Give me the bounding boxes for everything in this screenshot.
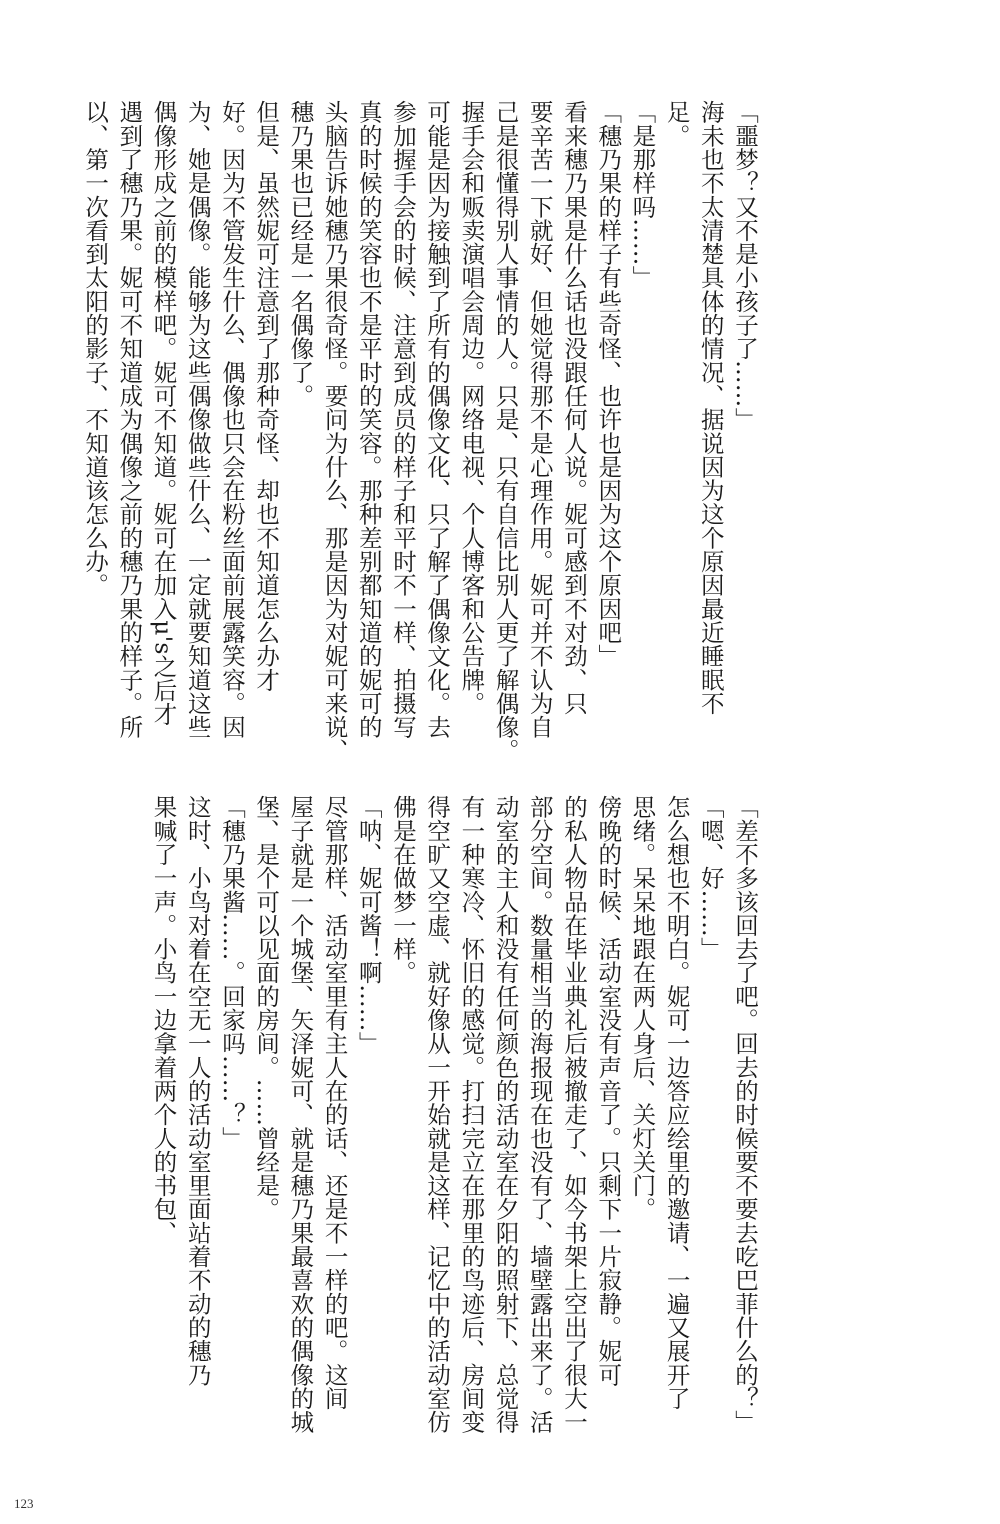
text-column: 可能是因为接触到了所有的偶像文化、只了解了偶像文化。去 — [423, 100, 452, 739]
text-column: 为、她是偶像。能够为这些偶像做些什么、一定就要知道这些 — [183, 100, 212, 739]
text-column: 好。因为不管发生什么、偶像也只会在粉丝面前展露笑容。因 — [217, 100, 246, 739]
bottom-text-block — [149, 795, 762, 1434]
text-column: 但是、虽然妮可注意到了那种奇怪、却也不知道怎么办才 — [252, 100, 281, 692]
text-column: 怎么想也不明白。妮可一边答应绘里的邀请、一遍又展开了 — [662, 795, 691, 1410]
text-column: 「穗乃果的样子有些奇怪、也许也是因为这个原因吧」 — [594, 100, 623, 668]
text-column: 「呐、妮可酱！啊……」 — [354, 795, 383, 1056]
text-column: 动室的主人和没有任何颜色的活动室在夕阳的照射下、总觉得 — [491, 795, 520, 1434]
text-column: 头脑告诉她穗乃果很奇怪。要问为什么、那是因为对妮可来说、 — [320, 100, 349, 763]
top-text-block — [81, 100, 762, 763]
text-column: 以、第一次看到太阳的影子、不知道该怎么办。 — [81, 100, 110, 597]
text-column: 「噩梦？又不是小孩子了……」 — [731, 100, 759, 432]
text-column: 海未也不太清楚具体的情况、据说因为这个原因最近睡眠不 — [696, 100, 725, 715]
text-column: 果喊了一声。小鸟一边拿着两个人的书包、 — [149, 795, 178, 1245]
text-column: 这时、小鸟对着在空无一人的活动室里面站着不动的穗乃 — [183, 795, 212, 1387]
text-column: 足。 — [662, 100, 691, 148]
text-column: 堡、是个可以见面的房间。……曾经是。 — [252, 795, 281, 1221]
text-column: 穗乃果也已经是一名偶像了。 — [286, 100, 315, 408]
text-column: 真的时候的笑容也不是平时的笑容。那种差别都知道的妮可的 — [354, 100, 383, 739]
text-column: 得空旷又空虚、就好像从一开始就是这样、记忆中的活动室仿 — [423, 795, 452, 1434]
text-column: 要辛苦一下就好、但她觉得那不是心理作用。妮可并不认为自 — [525, 100, 554, 739]
text-column: 屋子就是一个城堡、矢泽妮可、就是穗乃果最喜欢的偶像的城 — [286, 795, 315, 1434]
text-column: 己是很懂得别人事情的人。只是、只有自信比别人更了解偶像。 — [491, 100, 520, 763]
text-column: 思绪。呆呆地跟在两人身后、关灯关门。 — [628, 795, 657, 1221]
text-column: 有一种寒冷、怀旧的感觉。打扫完立在那里的鸟迹后、房间变 — [457, 795, 486, 1434]
text-column: 看来穗乃果是什么话也没跟任何人说。妮可感到不对劲、只 — [559, 100, 588, 715]
text-column: 部分空间。数量相当的海报现在也没有了、墙壁露出来了。活 — [525, 795, 554, 1434]
text-column: 偶像形成之前的模样吧。妮可不知道。妮可在加入μ's之后才 — [149, 100, 178, 726]
text-column: 「穗乃果酱……。回家吗……？」 — [217, 795, 246, 1150]
text-column: 傍晚的时候、活动室没有声音了。只剩下一片寂静。妮可 — [594, 795, 623, 1387]
text-column: 握手会和贩卖演唱会周边。网络电视、个人博客和公告牌。 — [457, 100, 486, 715]
text-column: 尽管那样、活动室里有主人在的话、还是不一样的吧。这间 — [320, 795, 349, 1410]
text-column: 遇到了穗乃果。妮可不知道成为偶像之前的穗乃果的样子。所 — [115, 100, 144, 739]
text-column: 「是那样吗……」 — [628, 100, 657, 290]
text-column: 的私人物品在毕业典礼后被撤走了、如今书架上空出了很大一 — [559, 795, 588, 1434]
text-column: 「差不多该回去了吧。回去的时候要不要去吃巴菲什么的？」 — [731, 795, 759, 1434]
page-number: 123 — [14, 1496, 34, 1511]
text-column: 佛是在做梦一样。 — [388, 795, 417, 985]
text-column: 参加握手会的时候、注意到成员的样子和平时不一样、拍摄写 — [388, 100, 417, 739]
text-column: 「嗯、好……」 — [696, 795, 725, 961]
